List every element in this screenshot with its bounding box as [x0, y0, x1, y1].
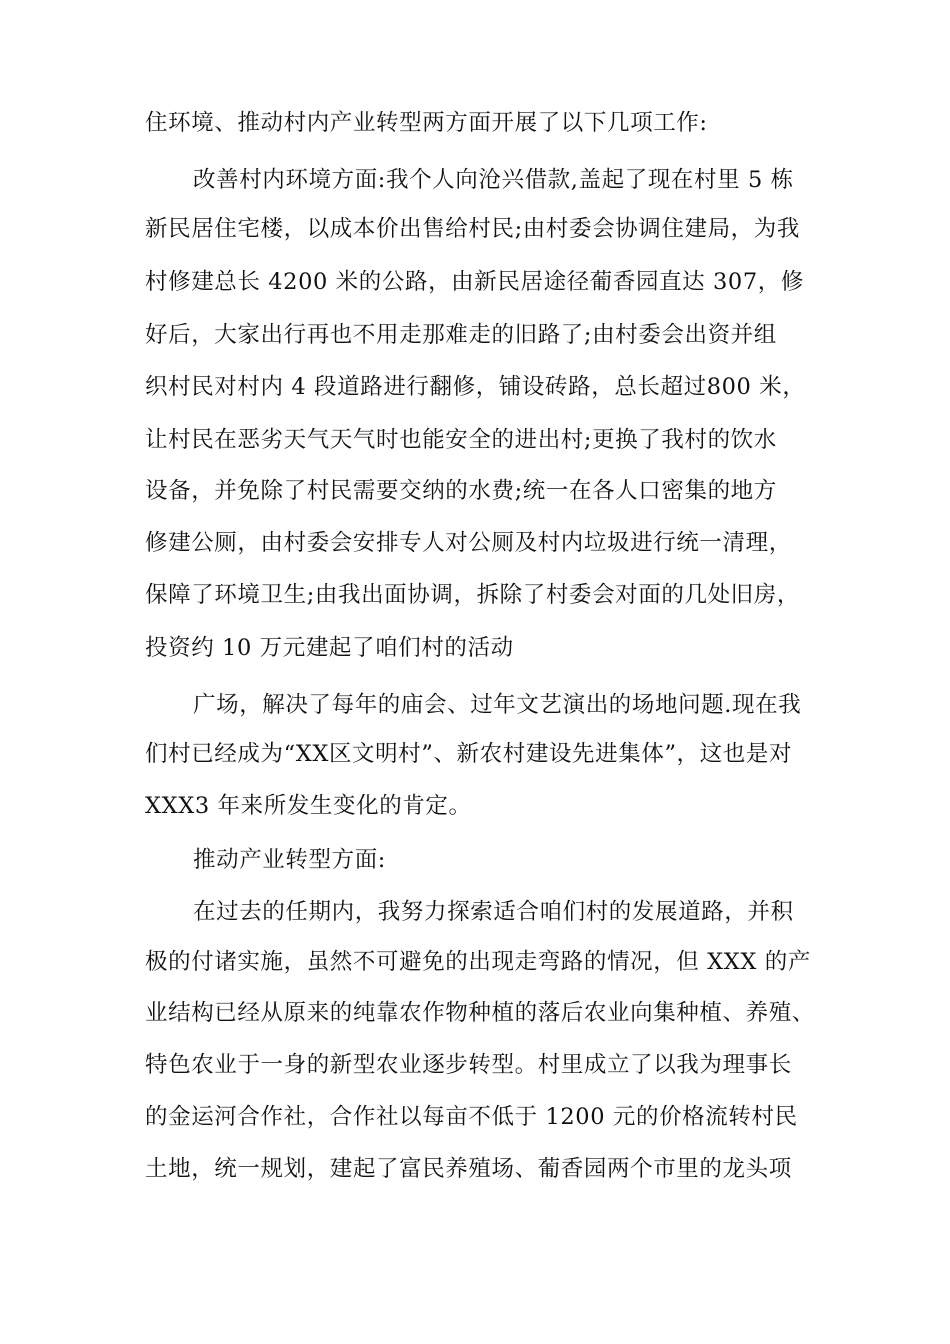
text-line-1: 住环境、推动村内产业转型两方面开展了以下几项工作: — [145, 110, 708, 136]
text-line-3: 新民居住宅楼，以成本价出售给村民;由村委会协调住建局，为我 — [145, 216, 800, 242]
text-line-6: 织村民对村内 4 段道路进行翻修，铺设砖路，总长超过800 米， — [145, 374, 806, 400]
text-line-21: 土地，统一规划，建起了富民养殖场、葡香园两个市里的龙头项 — [145, 1156, 792, 1182]
text-line-11: 投资约 10 万元建起了咱们村的活动 — [145, 635, 514, 661]
text-line-19: 特色农业于一身的新型农业逐步转型。村里成立了以我为理事长 — [145, 1052, 792, 1078]
text-line-15: 推动产业转型方面: — [193, 847, 386, 873]
text-line-9: 修建公厕，由村委会安排专人对公厕及村内垃圾进行统一清理， — [145, 530, 792, 556]
text-line-20: 的金运河合作社，合作社以每亩不低于 1200 元的价格流转村民 — [145, 1104, 798, 1130]
text-line-8: 设备，并免除了村民需要交纳的水费;统一在各人口密集的地方 — [145, 478, 777, 504]
text-line-7: 让村民在恶劣天气天气时也能安全的进出村;更换了我村的饮水 — [145, 427, 777, 453]
text-line-13: 们村已经成为“XX区文明村”、新农村建设先进集体”，这也是对 — [145, 741, 793, 767]
text-line-17: 极的付诸实施，虽然不可避免的出现走弯路的情况，但 XXX 的产 — [145, 949, 811, 975]
text-line-5: 好后，大家出行再也不用走那难走的旧路了;由村委会出资并组 — [145, 322, 777, 348]
text-line-14: XXX3 年来所发生变化的肯定。 — [145, 793, 472, 819]
text-line-12: 广场，解决了每年的庙会、过年文艺演出的场地问题.现在我 — [193, 692, 802, 718]
text-line-4: 村修建总长 4200 米的公路，由新民居途径葡香园直达 307，修 — [145, 269, 804, 295]
text-line-2: 改善村内环境方面:我个人向沧兴借款,盖起了现在村里 5 栋 — [193, 167, 794, 193]
text-line-16: 在过去的任期内，我努力探索适合咱们村的发展道路，并积 — [193, 899, 794, 925]
text-line-18: 业结构已经从原来的纯靠农作物种植的落后农业向集种植、养殖、 — [145, 1000, 815, 1026]
text-line-10: 保障了环境卫生;由我出面协调，拆除了村委会对面的几处旧房， — [145, 582, 800, 608]
